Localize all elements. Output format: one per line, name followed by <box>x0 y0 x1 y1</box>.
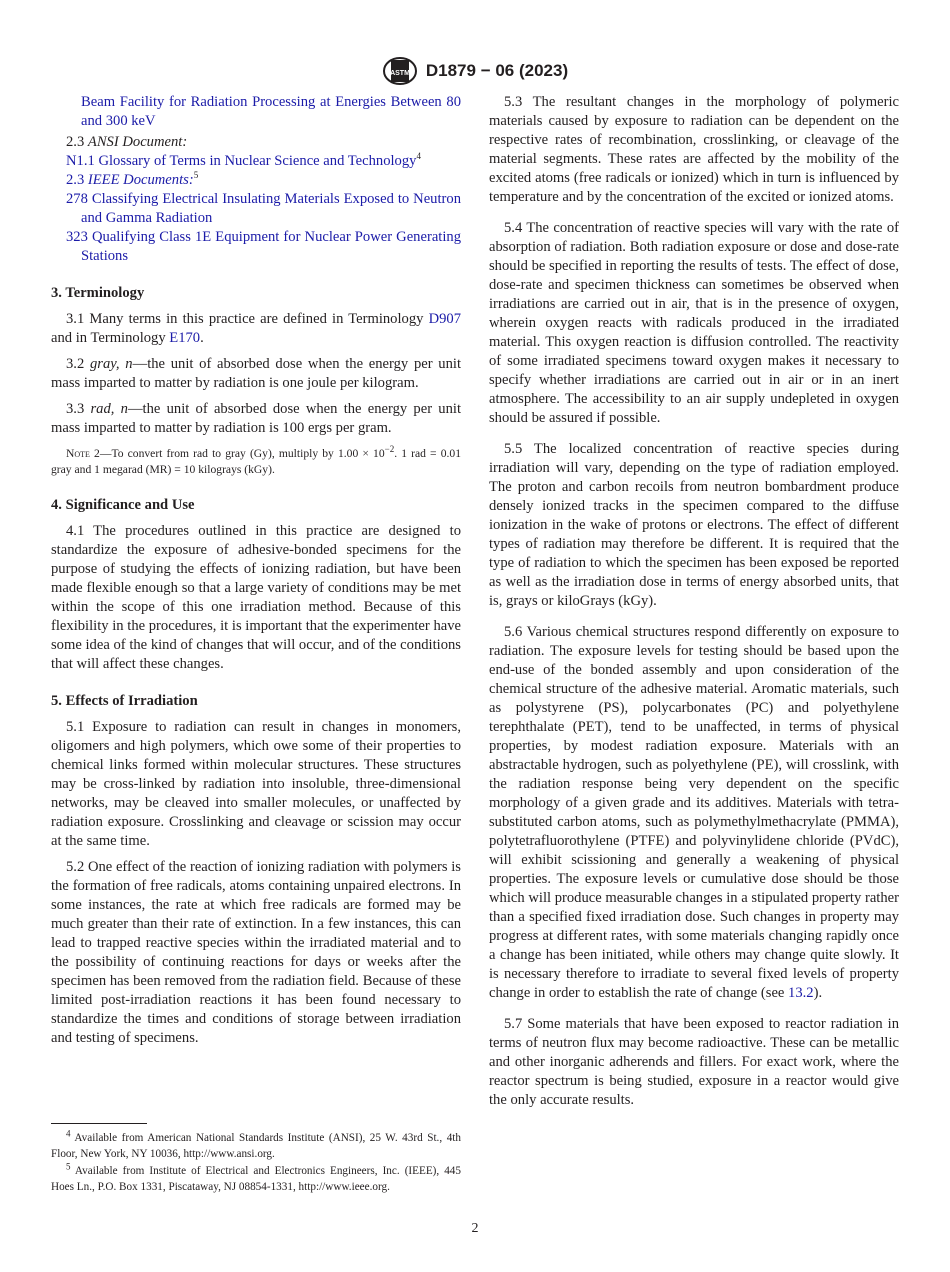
paragraph-3-1: 3.1 Many terms in this practice are defined in Terminology D907 and in Terminology E170. <box>51 311 461 346</box>
footnote-ref[interactable]: 4 <box>416 151 421 162</box>
ieee-section-title: 2.3 IEEE Documents:$^5$ <box>66 170 199 188</box>
reference-title[interactable]: Glossary of Terms in Nuclear Science and Technology <box>98 153 417 169</box>
section-heading-significance: 4. Significance and Use <box>51 497 195 513</box>
paragraph-5-6: 5.6 Various chemical structures respond differently on exposure to radiation. The exposure levels for testing should be based upon the end-use of the bonded assembly and upon consideration of the chemical structure of the adhesive material. Aromatic materials, such as polystyrene (PS), polycarbonates (PC) and polyethylene terephthalate (PET), tend to be unaffected, in terms of physical properties, by modest radiation exposure. Materials with an abstractable hydrogen, such as polyethylene (PE), will crosslink, with the radiation response being very dependent on the specific morphology of a given grade and its additives. Materials with tetra-substituted carbon atoms, such as polymethylmethacrylate (PMMA), polytetrafluorothylene (PTFE) and polyvinylidene chloride (PVdC), will exhibit scissioning and generally a weakening of physical properties. The exposure levels or cumulative dose should be those which will produce measurable changes in a stipulated property rather than a specified fixed irradiation dose. Such changes in property may progress at different rates, with some materials changing rapidly once a change has been initiated, while others may change quite slowly. It is necessary therefore to irradiate to several fixed levels of property change in order to establish the rate of change (see 13.2). <box>489 624 899 1001</box>
reference-n11[interactable] <box>51 152 461 171</box>
term: rad, n <box>90 401 128 417</box>
reference-continuation[interactable]: Beam Facility for Radiation Processing at Energies Between 80 and 300 keV <box>81 94 461 129</box>
section-heading-terminology: 3. Terminology <box>51 285 145 301</box>
reference-title[interactable]: Qualifying Class 1E Equipment for Nuclear Power Generating Stations <box>81 229 461 264</box>
paragraph-5-1: 5.1 Exposure to radiation can result in changes in monomers, oligomers and high polymers, which owe some of their properties to chemical links formed within molecular structures. These structures may be cross-linked by radiation into insoluble, three-dimensional networks, may be cleaved into smaller molecules, or unaffected by radiation exposure. Crosslinking and cleavage or scission may occur at the same time. <box>51 719 461 849</box>
paragraph-3-3: 3.3 rad, n—the unit of absorbed dose when the energy per unit mass imparted to matter by radiation is 100 ergs per gram. <box>51 401 462 436</box>
page-number: 2 <box>471 1221 479 1236</box>
paragraph-5-7: 5.7 Some materials that have been exposed to reactor radiation in terms of neutron flux may become radioactive. These can be metallic and other inorganic adherends and fillers. For exact work, where the reactor spectrum is being studied, exposure in a reactor would give the only accurate results. <box>489 1016 899 1108</box>
footnote-5: $^5$ Available from Institute of Electrical and Electronics Engineers, Inc. (IEEE), 445 Hoes Ln., P.O. Box 1331, Piscataway, NJ 08854-1331, http://www.ieee.org. <box>51 1161 461 1193</box>
reference-title[interactable]: Classifying Electrical Insulating Materials Exposed to Neutron and Gamma Radiation <box>81 191 461 226</box>
left-column <box>51 93 461 1055</box>
standard-designation: D1879 − 06 (2023) <box>425 61 569 80</box>
footnotes <box>51 1128 461 1197</box>
paragraph-4-1: 4.1 The procedures outlined in this practice are designed to standardize the exposure of adhesive-bonded specimens for the purpose of studying the effects of ionizing radiation, but have been made flexible enough so that a large variety of conditions may be met within the scope of this one irradiation method. Because of this flexibility in the procedures, it is important that the experimenter have some idea of the kind of changes that will occur, and of the conditions that will affect these changes. <box>51 523 461 672</box>
section-heading-effects: 5. Effects of Irradiation <box>51 693 198 709</box>
page-header <box>0 56 950 86</box>
reference-code[interactable]: 323 <box>66 229 88 245</box>
note-2: Note 2—To convert from rad to gray (Gy), multiply by $1.00 \times 10^{-2}$. 1 rad = 0.01 gray and 1 megarad (MR) = 10 kilograys (kGy). <box>51 444 461 476</box>
right-column <box>489 93 899 1117</box>
reference-code[interactable]: 278 <box>66 191 88 207</box>
reference-code[interactable]: N1.1 <box>66 153 95 169</box>
astm-logo-icon <box>382 56 418 86</box>
paragraph-3-2: 3.2 gray, n—the unit of absorbed dose when the energy per unit mass imparted to matter by radiation is one joule per kilogram. <box>51 356 462 391</box>
paragraph-5-5: 5.5 The localized concentration of reactive species during irradiation will vary, depending on the type of radiation employed. The proton and carbon recoils from neutron bombardment produce densely ionized tracks in the specimen compared to the diffuse ionization in the wake of protons or electrons. The effect of different types of radiation may therefore be different. It is required that the type of radiation to which the specimen has been exposed be reported as well as the irradiation dose in terms of energy absorbed units, that is, grays or kiloGrays (kGy). <box>489 441 899 609</box>
footnote-divider <box>51 1123 147 1124</box>
svg-text:ASTM: ASTM <box>389 70 410 77</box>
footnote-4: $^4$ Available from American National Standards Institute (ANSI), 25 W. 43rd St., 4th Floor, New York, NY 10036, http://www.ansi.org. <box>51 1128 461 1160</box>
reference-323[interactable] <box>51 228 461 266</box>
paragraph-5-2: 5.2 One effect of the reaction of ionizing radiation with polymers is the formation of free radicals, atoms containing unpaired electrons. In some instances, the rate at which free radicals are formed may be much greater than their rate of extinction. In a few instances, this can lead to trapped reactive species within the irradiated material and to the possibility of continuing reactions for days or weeks after the specimen has been removed from the radiation field. Because of these limited post-irradiation reactions it has been found necessary to standardize the times and conditions of storage between irradiation and testing of specimens. <box>51 859 461 1046</box>
footnote-ref[interactable]: 5 <box>193 170 199 181</box>
reference-278[interactable] <box>51 190 461 228</box>
link-13-2[interactable]: 13.2 <box>788 985 814 1001</box>
ansi-section-title: 2.3 ANSI Document: <box>66 134 188 150</box>
link-e170[interactable]: E170 <box>169 330 201 346</box>
term: gray, n <box>89 356 133 372</box>
paragraph-5-3: 5.3 The resultant changes in the morphology of polymeric materials caused by exposure to radiation can be dependent on the respective rates of recombination, crosslinking, or cleavage of the material segments. These rates are affected by the mobility of the excited atoms (free radicals or ionized) which in turn is influenced by temperature and by the concentration of the excited or ionized atoms. <box>489 94 899 205</box>
paragraph-5-4: 5.4 The concentration of reactive species will vary with the rate of absorption of radiation. Both radiation exposure or dose and dose-rate should be specified in reporting the results of tests. The effect of dose, dose-rate and specimen thickness can sometimes be observed when irradiations are carried out in air, that is in the presence of oxygen, wherein oxygen reacts with radicals produced in the irradiated material. This oxygen reaction is diffusion controlled. The reactivity of some irradiated specimens toward oxygen makes it necessary to specify whether irradiations are carried out in air or in an inert atmosphere. The accessibility to an air supply undepleted in oxygen should be assured if possible. <box>489 220 899 426</box>
link-d907[interactable]: D907 <box>428 311 461 327</box>
